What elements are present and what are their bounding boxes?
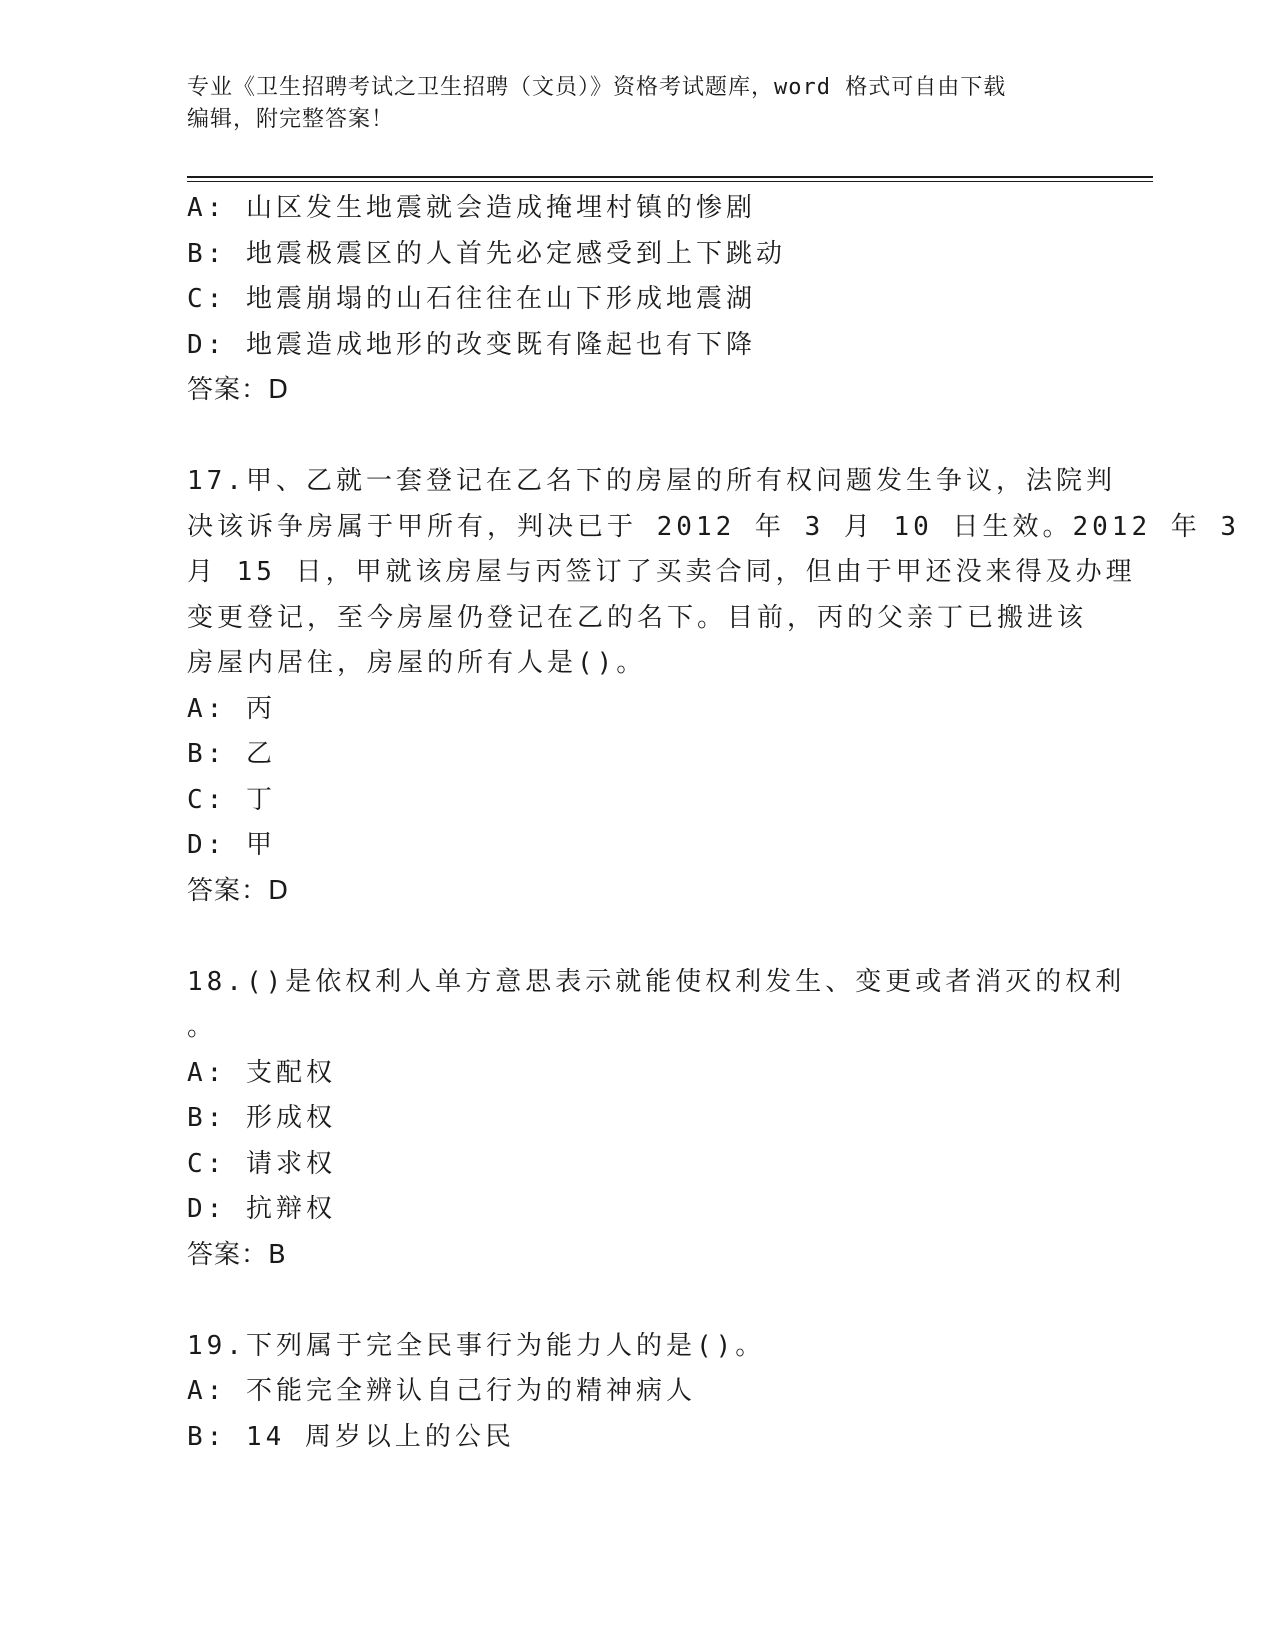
option-b: B: 14 周岁以上的公民 (187, 1421, 515, 1452)
question-text-line: 房屋内居住，房屋的所有人是()。 (187, 648, 647, 678)
option-c: C: 请求权 (187, 1148, 336, 1179)
question-list (187, 186, 1241, 1460)
header-divider-thick (187, 176, 1153, 178)
question-text-line: 18.()是依权利人单方意思表示就能使权利发生、变更或者消灭的权利 (187, 966, 1126, 997)
answer: 答案：B (187, 1239, 287, 1270)
question-text-line: 。 (187, 1012, 218, 1042)
question-18 (187, 960, 1126, 1279)
option-d: D: 甲 (187, 830, 276, 860)
spacer (187, 914, 1087, 960)
header-line-2: 编辑，附完整答案！ (187, 107, 395, 132)
option-d: D: 抗辩权 (187, 1194, 336, 1224)
answer: 答案：D (187, 375, 290, 405)
question-text-line: 19.下列属于完全民事行为能力人的是()。 (187, 1330, 766, 1361)
document-header (187, 72, 1067, 136)
option-a: A: 山区发生地震就会造成掩埋村镇的惨剧 (187, 193, 756, 223)
option-d: D: 地震造成地形的改变既有隆起也有下降 (187, 329, 756, 360)
question-text-line: 17.甲、乙就一套登记在乙名下的房屋的所有权问题发生争议，法院判 (187, 466, 1116, 496)
option-c: C: 丁 (187, 784, 276, 815)
option-a: A: 丙 (187, 693, 276, 724)
question-17 (187, 459, 1241, 914)
option-a: A: 不能完全辨认自己行为的精神病人 (187, 1376, 696, 1406)
header-line-1: 专业《卫生招聘考试之卫生招聘（文员）》资格考试题库，word 格式可自由下载 (187, 75, 1007, 100)
question-text-line: 月 15 日，甲就该房屋与丙签订了买卖合同，但由于甲还没来得及办理 (187, 557, 1136, 587)
spacer (187, 414, 1087, 460)
option-b: B: 地震极震区的人首先必定感受到上下跳动 (187, 238, 786, 269)
question-text-line: 变更登记，至今房屋仍登记在乙的名下。目前，丙的父亲丁已搬进该 (187, 602, 1088, 633)
header-divider-thin (187, 181, 1153, 182)
option-b: B: 形成权 (187, 1103, 336, 1133)
answer: 答案：D (187, 875, 290, 906)
option-c: C: 地震崩塌的山石往往在山下形成地震湖 (187, 284, 756, 314)
option-a: A: 支配权 (187, 1057, 336, 1088)
question-16 (187, 186, 1087, 414)
option-b: B: 乙 (187, 739, 276, 769)
question-text-line: 决该诉争房属于甲所有，判决已于 2012 年 3 月 10 日生效。2012 年 3 (187, 511, 1241, 542)
spacer (187, 1278, 1087, 1324)
question-19 (187, 1324, 1087, 1461)
